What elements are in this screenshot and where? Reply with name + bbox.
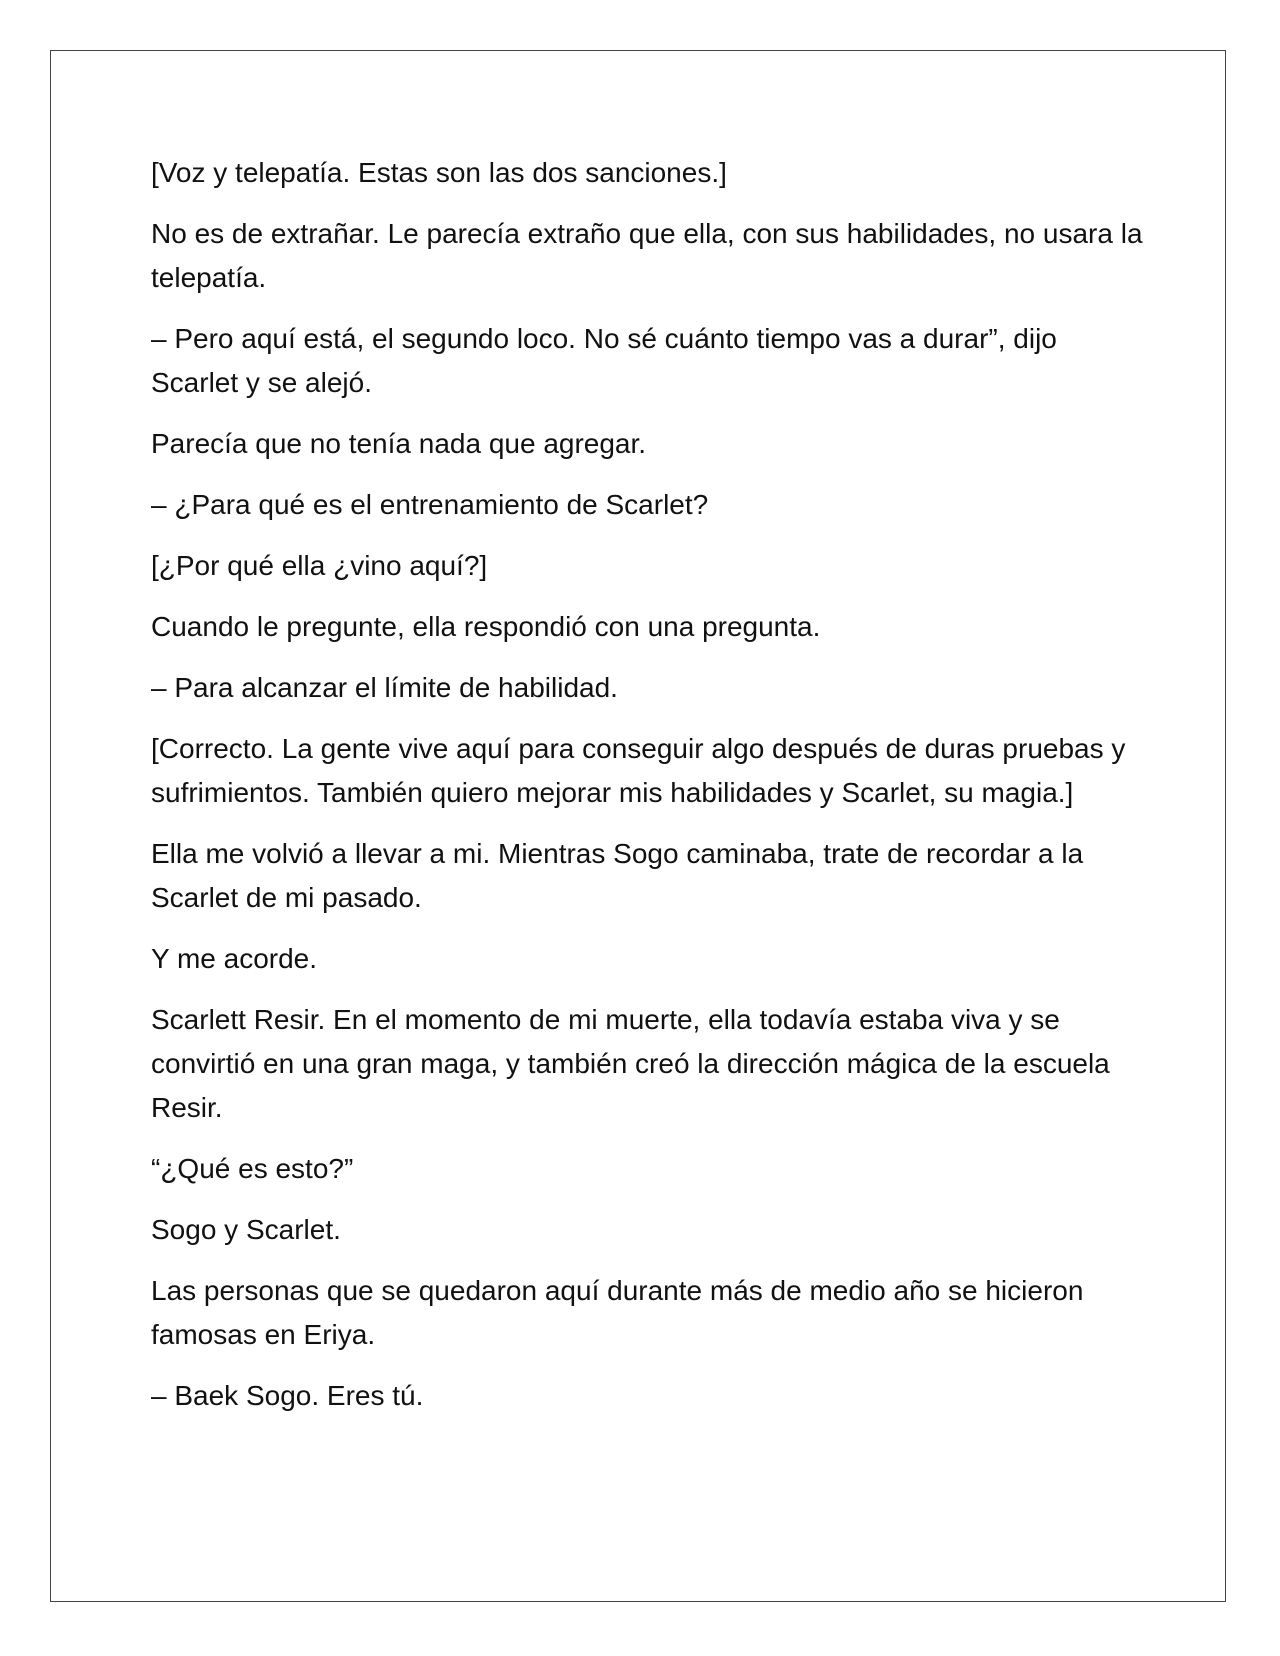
paragraph: – Pero aquí está, el segundo loco. No sé cuánto tiempo vas a durar”, dijo Scarlet y se alejó.: [151, 323, 1057, 398]
paragraph: No es de extrañar. Le parecía extraño que ella, con sus habilidades, no usara la telepatía.: [151, 218, 1143, 293]
paragraph: [Correcto. La gente vive aquí para conseguir algo después de duras pruebas y sufrimientos. También quiero mejorar mis habilidades y Scarlet, su magia.]: [151, 733, 1126, 808]
paragraph: – Baek Sogo. Eres tú.: [151, 1380, 424, 1411]
paragraph: Las personas que se quedaron aquí durante más de medio año se hicieron famosas en Eriya.: [151, 1275, 1084, 1350]
paragraph: Y me acorde.: [151, 943, 318, 974]
paragraph: “¿Qué es esto?”: [151, 1153, 354, 1184]
paragraph: [¿Por qué ella ¿vino aquí?]: [151, 550, 488, 581]
paragraph: – Para alcanzar el límite de habilidad.: [151, 672, 618, 703]
paragraph: Ella me volvió a llevar a mi. Mientras Sogo caminaba, trate de recordar a la Scarlet de mi pasado.: [151, 838, 1084, 913]
paragraph: [Voz y telepatía. Estas son las dos sanciones.]: [151, 157, 727, 188]
paragraph: Scarlett Resir. En el momento de mi muerte, ella todavía estaba viva y se convirtió en una gran maga, y también creó la dirección mágica de la escuela Resir.: [151, 1004, 1110, 1123]
paragraph: Parecía que no tenía nada que agregar.: [151, 428, 647, 459]
paragraph: Sogo y Scarlet.: [151, 1214, 341, 1245]
document-page: [50, 50, 1226, 1602]
paragraph: – ¿Para qué es el entrenamiento de Scarlet?: [151, 489, 709, 520]
document-body: [151, 151, 1151, 1435]
paragraph: Cuando le pregunte, ella respondió con una pregunta.: [151, 611, 821, 642]
